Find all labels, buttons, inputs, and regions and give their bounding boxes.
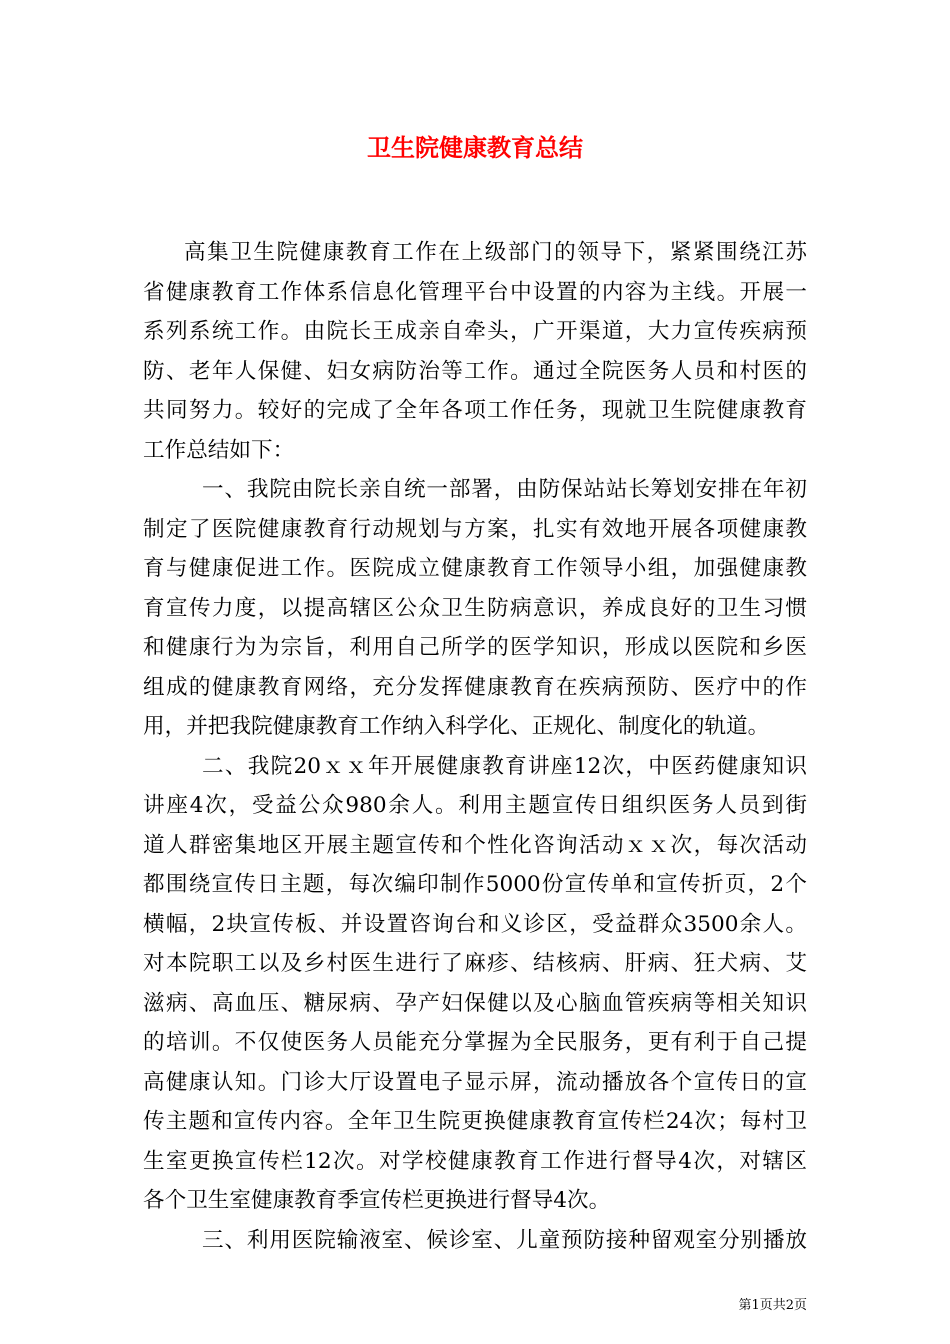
body-line: 育与健康促进工作。医院成立健康教育工作领导小组，加强健康教 bbox=[143, 556, 807, 581]
body-line: 组成的健康教育网络，充分发挥健康教育在疾病预防、医疗中的作 bbox=[143, 674, 807, 700]
body-line: 的培训。不仅使医务人员能充分掌握为全民服务，更有利于自己提 bbox=[143, 1030, 807, 1055]
body-line: 用，并把我院健康教育工作纳入科学化、正规化、制度化的轨道。 bbox=[143, 714, 770, 739]
body-line: 滋病、高血压、糖尿病、孕产妇保健以及心脑血管疾病等相关知识 bbox=[143, 990, 807, 1016]
body-line: 和健康行为为宗旨，利用自己所学的医学知识，形成以医院和乡医 bbox=[143, 635, 807, 660]
body-line: 一、我院由院长亲自统一部署，由防保站站长筹划安排在年初 bbox=[202, 477, 807, 502]
body-line: 省健康教育工作体系信息化管理平台中设置的内容为主线。开展一 bbox=[143, 279, 807, 305]
page-number: 第1页共2页 bbox=[738, 1298, 807, 1313]
body-line: 都围绕宣传日主题，每次编印制作5000份宣传单和宣传折页，2个 bbox=[143, 872, 807, 897]
document-title: 卫生院健康教育总结 bbox=[367, 133, 583, 162]
body-line: 工作总结如下： bbox=[143, 437, 295, 463]
body-line: 系列系统工作。由院长王成亲自牵头，广开渠道，大力宣传疾病预 bbox=[143, 319, 807, 344]
body-line: 防、老年人保健、妇女病防治等工作。通过全院医务人员和村医的 bbox=[143, 358, 807, 384]
body-line: 讲座4次，受益公众980余人。利用主题宣传日组织医务人员到街 bbox=[143, 793, 807, 818]
body-line: 传主题和宣传内容。全年卫生院更换健康教育宣传栏24次；每村卫 bbox=[143, 1109, 807, 1134]
body-line: 道人群密集地区开展主题宣传和个性化咨询活动ｘｘ次，每次活动 bbox=[143, 832, 807, 858]
body-line: 共同努力。较好的完成了全年各项工作任务，现就卫生院健康教育 bbox=[143, 398, 807, 423]
body-line: 育宣传力度，以提高辖区公众卫生防病意识，养成良好的卫生习惯 bbox=[143, 595, 807, 621]
body-line: 三、利用医院输液室、候诊室、儿童预防接种留观室分别播放 bbox=[202, 1227, 807, 1253]
body-line: 对本院职工以及乡村医生进行了麻疹、结核病、肝病、狂犬病、艾 bbox=[143, 951, 807, 976]
document-body bbox=[143, 233, 807, 1260]
body-line: 生室更换宣传栏12次。对学校健康教育工作进行督导4次，对辖区 bbox=[143, 1148, 807, 1174]
body-line: 二、我院20ｘｘ年开展健康教育讲座12次，中医药健康知识 bbox=[202, 753, 807, 779]
body-line: 高集卫生院健康教育工作在上级部门的领导下，紧紧围绕江苏 bbox=[184, 240, 807, 265]
body-line: 横幅，2块宣传板、并设置咨询台和义诊区，受益群众3500余人。 bbox=[143, 911, 807, 937]
body-line: 高健康认知。门诊大厅设置电子显示屏，流动播放各个宣传日的宣 bbox=[143, 1069, 807, 1095]
body-line: 制定了医院健康教育行动规划与方案，扎实有效地开展各项健康教 bbox=[143, 516, 807, 542]
body-line: 各个卫生室健康教育季宣传栏更换进行督导4次。 bbox=[143, 1188, 611, 1213]
